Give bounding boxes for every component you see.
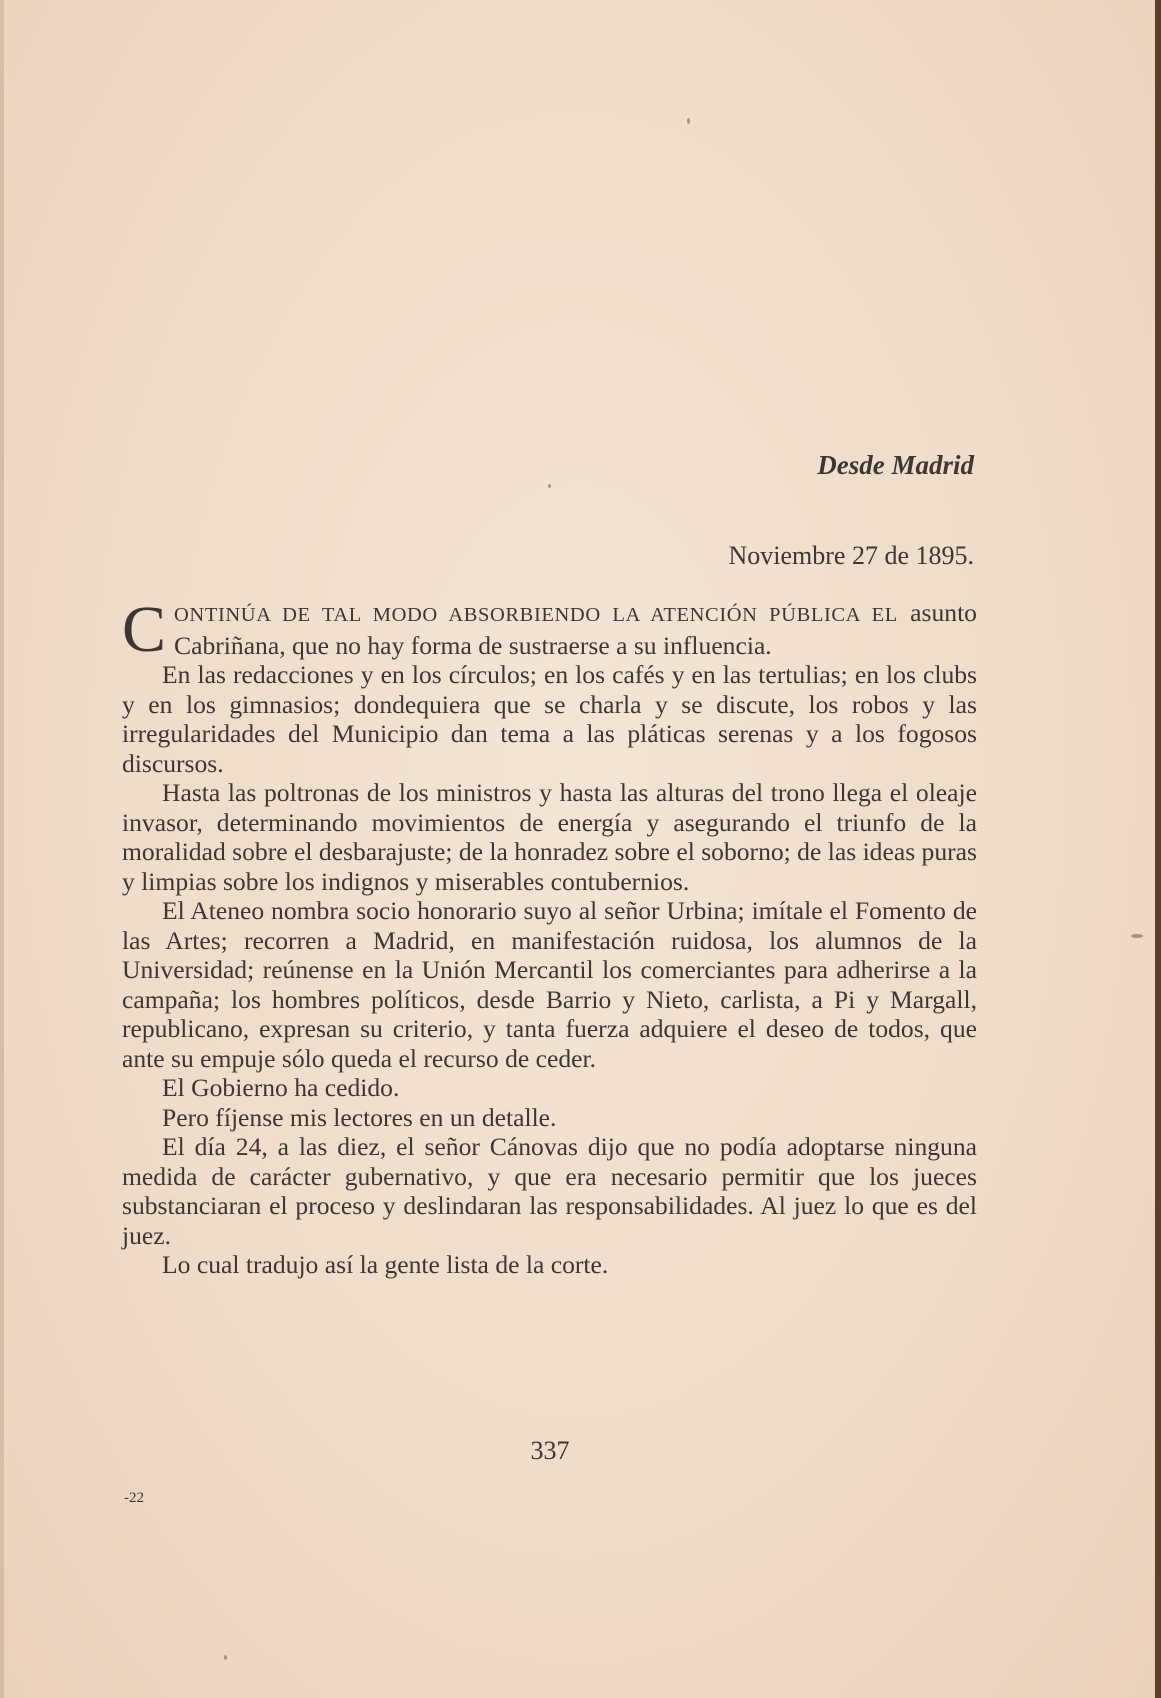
section-heading: Desde Madrid	[817, 450, 974, 480]
paper-speck	[1131, 934, 1143, 938]
page-left-edge	[0, 0, 4, 1698]
paragraph: El Gobierno ha cedido.	[162, 1073, 400, 1102]
body-text	[122, 593, 977, 1280]
paper-speck	[548, 484, 551, 488]
drop-cap: C	[122, 593, 167, 666]
dateline: Noviembre 27 de 1895.	[728, 541, 974, 570]
paragraph: El Ateneo nombra socio honorario suyo al señor Urbina; imítale el Fomento de las Artes; recorren a Madrid, en manifestación ruidosa, los alumnos de la Universidad; reúnense en la Unión Mercantil los comerciantes para adherirse a la campaña; los hombres políticos, desde Barrio y Nieto, carlista, a Pi y Margall, republicano, expresan su criterio, y tanta fuerza adquiere el deseo de todos, que ante su empuje sólo queda el recurso de ceder.	[122, 896, 977, 1073]
paragraph: El día 24, a las diez, el señor Cánovas dijo que no podía adoptarse ninguna medida de carácter gubernativo, y que era necesario permitir que los jueces substanciaran el proceso y deslindaran las responsabilidades. Al juez lo que es del juez.	[122, 1132, 977, 1250]
first-paragraph	[122, 593, 977, 666]
lead-small-caps: ONTINÚA DE TAL MODO ABSORBIENDO LA ATENCIÓN PÚBLICA EL	[174, 604, 898, 626]
paragraph: En las redacciones y en los círculos; en los cafés y en las tertulias; en los clubs y en los gimnasios; dondequiera que se charla y se discute, los robos y las irregularidades del Municipio dan tema a las pláticas serenas y a los fogosos discursos.	[122, 660, 977, 778]
first-paragraph-rest: asunto Cabriñana, que no hay forma de sustraerse a su influencia.	[174, 598, 977, 660]
page-number: 337	[530, 1436, 570, 1465]
paragraph: Lo cual tradujo así la gente lista de la corte.	[162, 1250, 609, 1279]
paragraph: Pero fíjense mis lectores en un detalle.	[162, 1102, 557, 1132]
paragraph: Hasta las poltronas de los ministros y hasta las alturas del trono llega el oleaje invasor, determinando movimientos de energía y asegurando el triunfo de la moralidad sobre el desbarajuste; de la honradez sobre el soborno; de las ideas puras y limpias sobre los indignos y miserables contubernios.	[122, 778, 977, 896]
signature-mark: -22	[124, 1490, 144, 1506]
paper-speck	[687, 118, 690, 124]
paper-speck	[224, 1655, 227, 1660]
